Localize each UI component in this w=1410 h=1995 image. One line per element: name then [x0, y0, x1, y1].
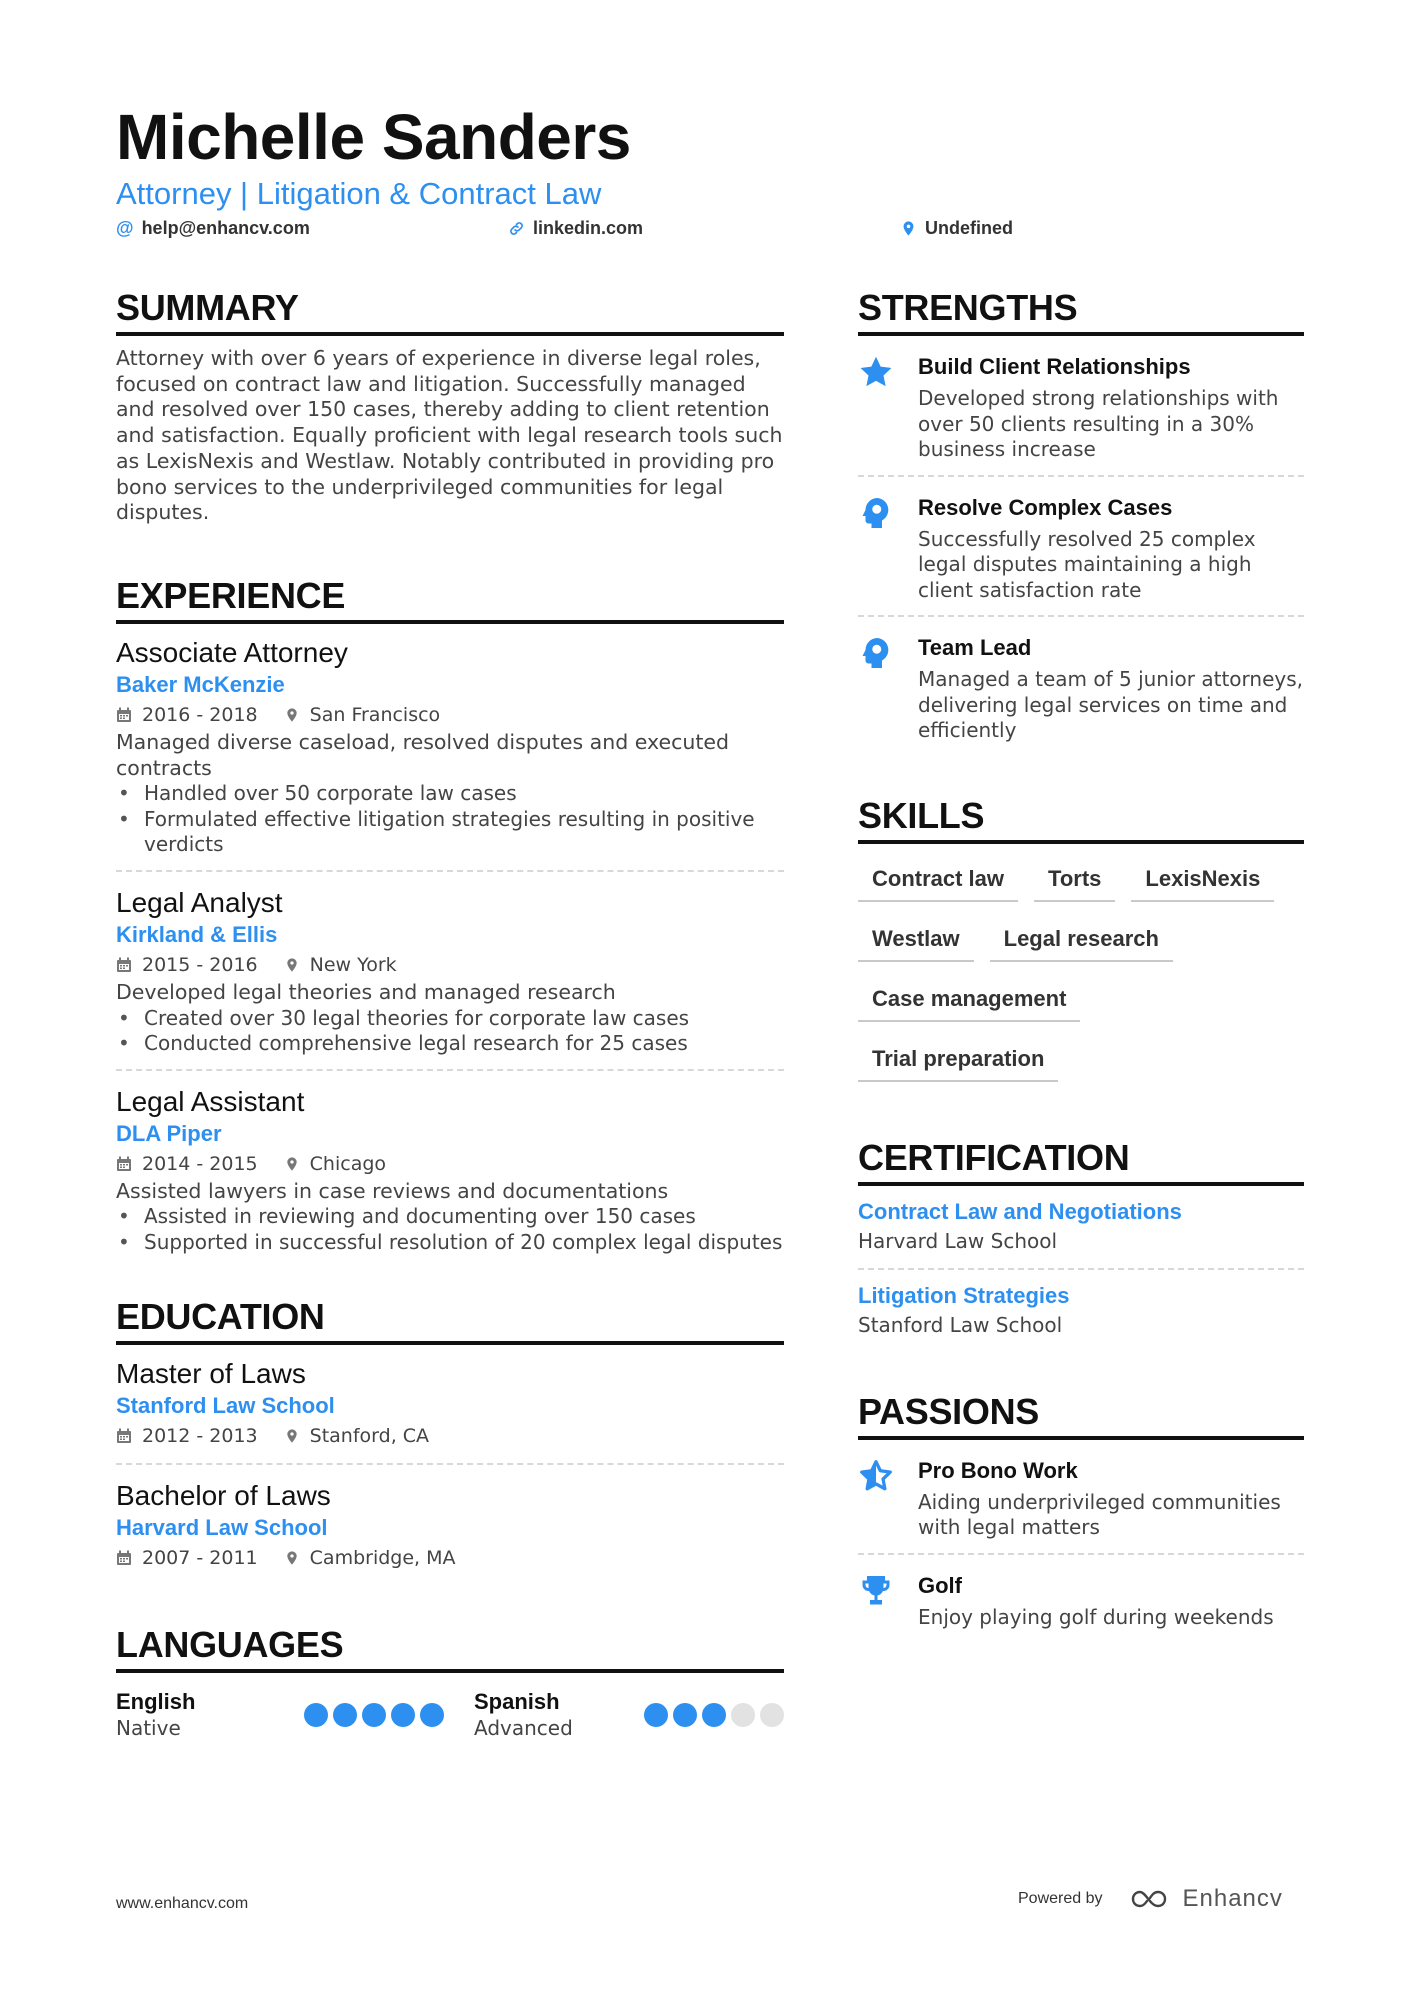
- passions-heading: PASSIONS: [858, 1390, 1304, 1440]
- rating-dot-filled: [333, 1703, 357, 1727]
- experience-entry: [116, 1085, 784, 1268]
- bullet-item: • Supported in successful resolution of 20 complex legal disputes: [116, 1230, 784, 1256]
- skills-section: [858, 794, 1304, 1098]
- passion-title: Golf: [918, 1572, 962, 1598]
- degree-title: Master of Laws: [116, 1358, 306, 1390]
- education-location: Stanford, CA: [309, 1425, 430, 1448]
- calendar-icon: [116, 1428, 132, 1444]
- language-rating: [304, 1703, 444, 1727]
- languages-list: [116, 1689, 784, 1741]
- education-dates: 2012 - 2013: [142, 1425, 258, 1448]
- skill-tag: Contract law: [858, 858, 1018, 902]
- head-icon: [858, 635, 894, 671]
- certification-title: Contract Law and Negotiations: [858, 1198, 1182, 1224]
- strength-title: Resolve Complex Cases: [918, 494, 1173, 520]
- skill-tag: Westlaw: [858, 918, 974, 962]
- education-entry: [116, 1479, 784, 1585]
- map-pin-icon: [284, 1156, 300, 1172]
- summary-heading: SUMMARY: [116, 286, 784, 336]
- certification-section: [858, 1136, 1304, 1352]
- enhancv-logo[interactable]: [1129, 1885, 1283, 1913]
- right-column: [858, 286, 1304, 1642]
- strength-item: [858, 617, 1304, 756]
- languages-heading: LANGUAGES: [116, 1623, 784, 1673]
- strength-desc: Managed a team of 5 junior attorneys, delivering legal services on time and efficiently: [918, 667, 1303, 742]
- skill-tag: Torts: [1034, 858, 1115, 902]
- calendar-icon: [116, 1156, 132, 1172]
- passions-section: [858, 1390, 1304, 1643]
- job-bullets: [116, 1006, 784, 1057]
- map-pin-icon: [284, 1550, 300, 1566]
- bullet-item: • Conducted comprehensive legal research for 25 cases: [116, 1031, 784, 1057]
- company-name: Baker McKenzie: [116, 671, 285, 697]
- job-location: New York: [309, 953, 397, 976]
- rating-dot-filled: [420, 1703, 444, 1727]
- rating-dot-filled: [644, 1703, 668, 1727]
- skill-tag: Case management: [858, 978, 1080, 1022]
- school-name: Stanford Law School: [116, 1393, 335, 1419]
- degree-title: Bachelor of Laws: [116, 1480, 331, 1512]
- bullet-item: • Assisted in reviewing and documenting over 150 cases: [116, 1204, 784, 1230]
- language-item: [116, 1689, 474, 1741]
- calendar-icon: [116, 1550, 132, 1566]
- passion-title: Pro Bono Work: [918, 1457, 1078, 1483]
- certification-heading: CERTIFICATION: [858, 1136, 1304, 1186]
- job-dates: 2015 - 2016: [142, 953, 258, 976]
- passion-item: [858, 1555, 1304, 1643]
- contact-email[interactable]: [116, 218, 310, 239]
- experience-section: [116, 574, 784, 1267]
- skill-tag: LexisNexis: [1131, 858, 1274, 902]
- map-pin-icon: [284, 957, 300, 973]
- job-location: San Francisco: [309, 703, 441, 726]
- head-icon: [858, 495, 894, 531]
- powered-by-text: Powered by: [1018, 1890, 1103, 1907]
- language-name: English: [116, 1689, 196, 1715]
- map-pin-icon: [900, 220, 917, 237]
- job-bullets: [116, 1204, 784, 1255]
- rating-dot-empty: [760, 1703, 784, 1727]
- rating-dot-filled: [362, 1703, 386, 1727]
- strength-desc: Developed strong relationships with over 50 clients resulting in a 30% business increase: [918, 386, 1279, 461]
- job-title: Legal Assistant: [116, 1085, 305, 1117]
- strength-desc: Successfully resolved 25 complex legal disputes maintaining a high client satisfaction rate: [918, 526, 1256, 602]
- job-dates: 2014 - 2015: [142, 1152, 258, 1175]
- languages-section: [116, 1623, 784, 1741]
- skills-heading: SKILLS: [858, 794, 1304, 844]
- star-outline-icon: [858, 1458, 894, 1494]
- job-description: Assisted lawyers in case reviews and documentations: [116, 1178, 669, 1203]
- job-meta: [116, 1149, 784, 1179]
- education-location: Cambridge, MA: [309, 1547, 456, 1570]
- education-dates: 2007 - 2011: [142, 1547, 258, 1570]
- experience-entry: [116, 636, 784, 872]
- language-rating: [644, 1703, 784, 1727]
- job-location: Chicago: [309, 1152, 387, 1175]
- link-icon: [508, 220, 525, 237]
- school-name: Harvard Law School: [116, 1515, 328, 1541]
- education-meta: [116, 1421, 784, 1451]
- skill-tag: Trial preparation: [858, 1038, 1058, 1082]
- certification-title: Litigation Strategies: [858, 1282, 1070, 1308]
- experience-entry: [116, 886, 784, 1071]
- job-meta: [116, 700, 784, 730]
- job-description: Managed diverse caseload, resolved disputes and executed contracts: [116, 729, 730, 780]
- summary-section: [116, 286, 784, 526]
- job-title: Legal Analyst: [116, 886, 283, 918]
- skills-list: [858, 858, 1304, 1098]
- strength-item: [858, 336, 1304, 477]
- certification-school: Stanford Law School: [858, 1312, 1063, 1337]
- strength-title: Build Client Relationships: [918, 354, 1191, 379]
- infinity-logo-icon: [1129, 1888, 1175, 1910]
- passion-item: [858, 1440, 1304, 1555]
- rating-dot-filled: [391, 1703, 415, 1727]
- brand-name: Enhancv: [1182, 1885, 1283, 1912]
- candidate-title: Attorney | Litigation & Contract Law: [116, 176, 602, 211]
- rating-dot-empty: [731, 1703, 755, 1727]
- candidate-name: Michelle Sanders: [116, 101, 631, 173]
- passion-desc: Enjoy playing golf during weekends: [918, 1604, 1274, 1629]
- location-text: Undefined: [925, 218, 1013, 238]
- job-meta: [116, 950, 784, 980]
- job-dates: 2016 - 2018: [142, 703, 258, 726]
- language-item: [474, 1689, 784, 1741]
- certification-item: [858, 1270, 1304, 1352]
- star-icon: [858, 354, 894, 390]
- rating-dot-filled: [304, 1703, 328, 1727]
- language-name: Spanish: [474, 1689, 560, 1715]
- bullet-item: • Created over 30 legal theories for corporate law cases: [116, 1006, 784, 1032]
- strengths-section: [858, 286, 1304, 756]
- language-level: Advanced: [474, 1716, 573, 1741]
- map-pin-icon: [284, 1428, 300, 1444]
- at-icon: @: [116, 218, 134, 238]
- bullet-item: • Handled over 50 corporate law cases: [116, 781, 784, 807]
- email-text: help@enhancv.com: [141, 218, 310, 238]
- linkedin-text: linkedin.com: [533, 218, 644, 238]
- certification-item: [858, 1186, 1304, 1270]
- contact-linkedin[interactable]: [508, 218, 643, 239]
- education-entry: [116, 1357, 784, 1465]
- summary-text: Attorney with over 6 years of experience in diverse legal roles, focused on contract law and litigation. Successfully managed and resolved over 150 cases, thereby adding to client retention and satisfaction. Equally proficient with legal research tools such as LexisNexis and Westlaw. Notably contributed in providing pro bono services to the underprivileged communities for legal disputes.: [116, 346, 783, 525]
- certification-school: Harvard Law School: [858, 1228, 1058, 1253]
- skill-tag: Legal research: [990, 918, 1173, 962]
- job-bullets: [116, 781, 784, 858]
- strengths-heading: STRENGTHS: [858, 286, 1304, 336]
- calendar-icon: [116, 957, 132, 973]
- bullet-item: • Formulated effective litigation strategies resulting in positive verdicts: [116, 807, 784, 858]
- strength-title: Team Lead: [918, 635, 1032, 660]
- passion-desc: Aiding underprivileged communities with legal matters: [918, 1489, 1281, 1539]
- education-meta: [116, 1543, 784, 1573]
- rating-dot-filled: [673, 1703, 697, 1727]
- calendar-icon: [116, 707, 132, 723]
- contact-location: [900, 218, 1013, 239]
- footer-website[interactable]: www.enhancv.com: [116, 1895, 249, 1912]
- left-column: [116, 286, 784, 1741]
- company-name: Kirkland & Ellis: [116, 921, 278, 947]
- rating-dot-filled: [702, 1703, 726, 1727]
- footer-branding: [1018, 1885, 1283, 1913]
- language-level: Native: [116, 1716, 181, 1741]
- job-description: Developed legal theories and managed research: [116, 979, 616, 1004]
- trophy-icon: [858, 1573, 894, 1609]
- map-pin-icon: [284, 707, 300, 723]
- company-name: DLA Piper: [116, 1120, 222, 1146]
- experience-heading: EXPERIENCE: [116, 574, 784, 624]
- education-heading: EDUCATION: [116, 1295, 784, 1345]
- job-title: Associate Attorney: [116, 636, 348, 668]
- education-section: [116, 1295, 784, 1585]
- strength-item: [858, 477, 1304, 618]
